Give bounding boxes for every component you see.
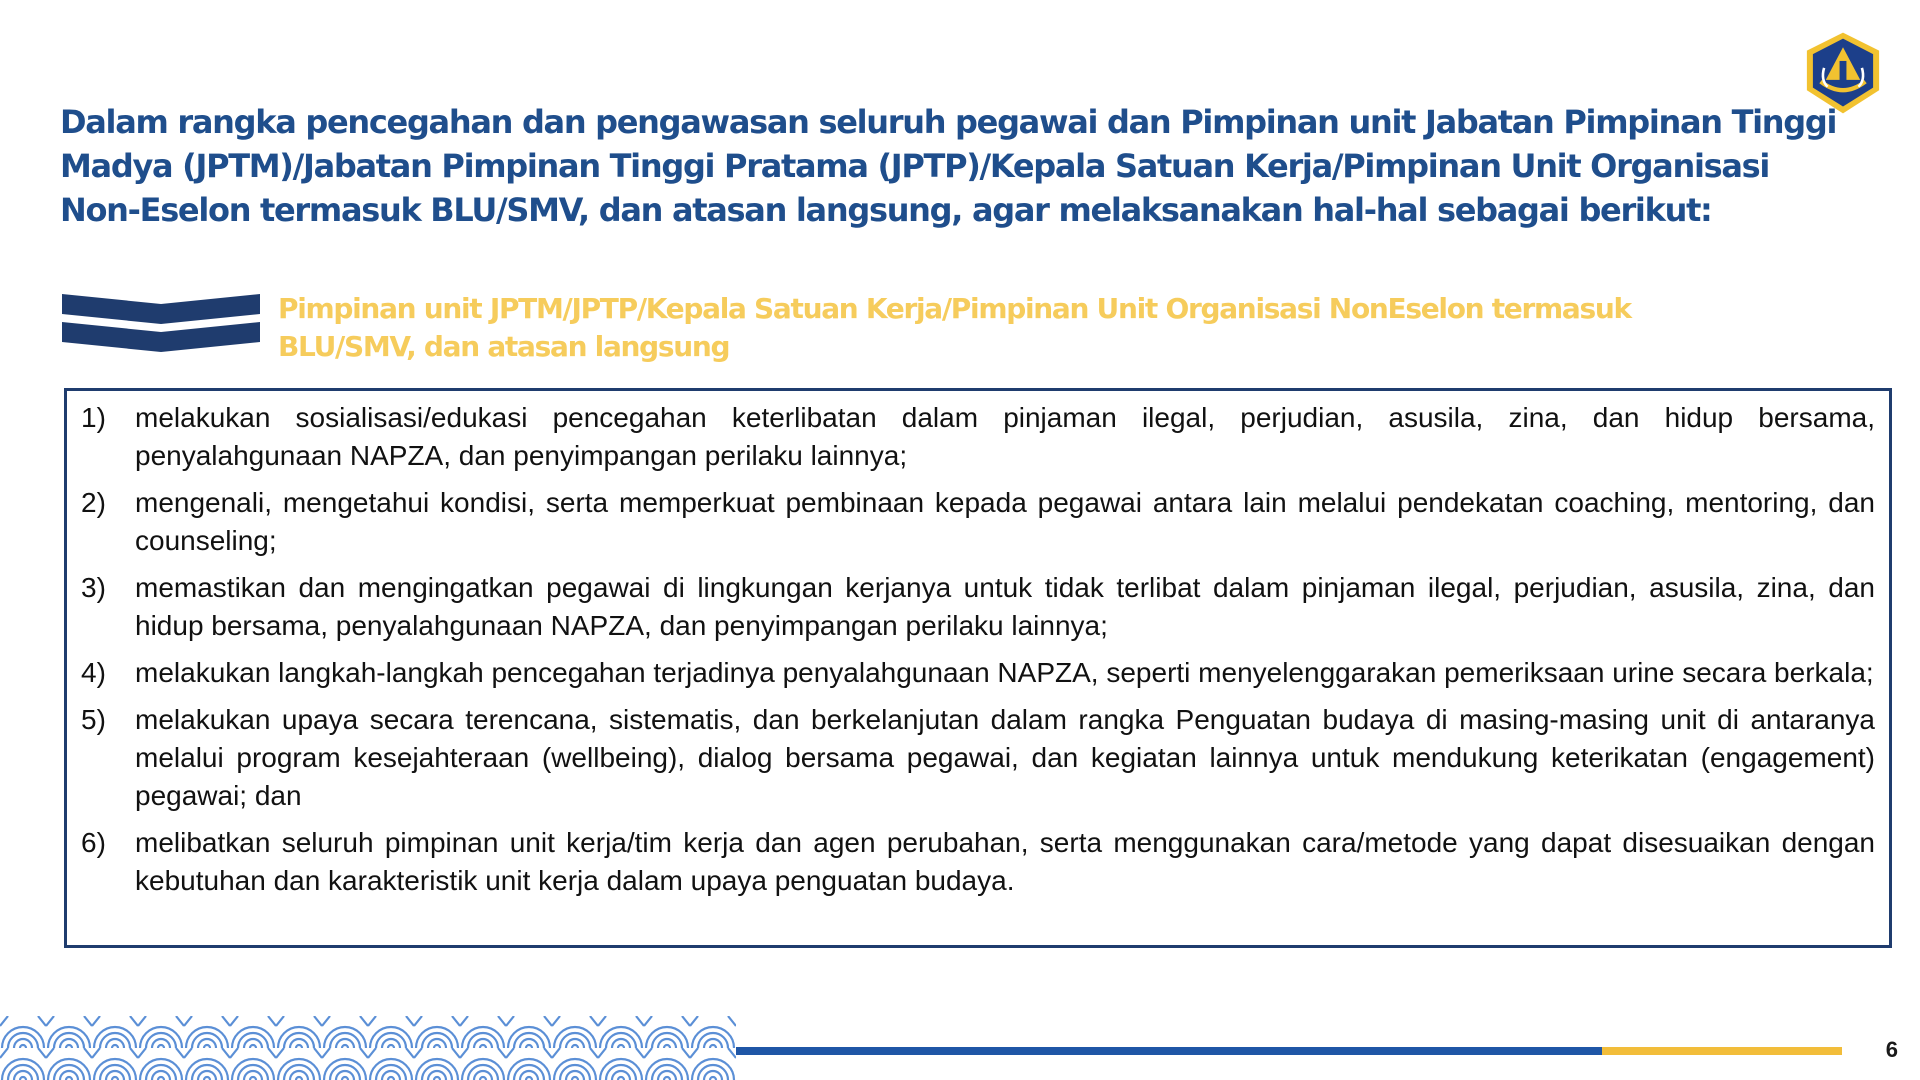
footer-rule-blue <box>736 1047 1602 1055</box>
slide-heading: Dalam rangka pencegahan dan pengawasan seluruh pegawai dan Pimpinan unit Jabatan Pimpinan Tinggi Madya (JPTM)/Jabatan Pimpinan Tinggi Pratama (JPTP)/Kepala Satuan Kerja/Pimpinan Unit Organisasi Non-Eselon termasuk BLU/SMV, dan atasan langsung, agar melaksanakan hal-hal sebagai berikut: <box>60 103 1837 229</box>
list-item-text: memastikan dan mengingatkan pegawai di lingkungan kerjanya untuk tidak terlibat dalam pinjaman ilegal, perjudian, asusila, zina, dan hidup bersama, penyalahgunaan NAPZA, dan penyimpangan perilaku lainnya; <box>135 572 1875 641</box>
list-item-number: 2) <box>81 487 106 518</box>
list-item-number: 3) <box>81 572 106 603</box>
footer-rule-gold <box>1602 1047 1842 1055</box>
list-item-number: 6) <box>81 827 106 858</box>
list-item-number: 1) <box>81 402 106 433</box>
list-item-text: melakukan upaya secara terencana, sistematis, dan berkelanjutan dalam rangka Penguatan budaya di masing-masing unit di antaranya melalui program kesejahteraan (wellbeing), dialog bersama pegawai, dan kegiatan lainnya untuk mendukung keterikatan (engagement) pegawai; dan <box>135 704 1875 811</box>
list-item <box>81 701 1875 815</box>
chevron-banner-icon <box>62 290 260 354</box>
list-item-number: 4) <box>81 657 106 688</box>
list-item-text: mengenali, mengetahui kondisi, serta memperkuat pembinaan kepada pegawai antara lain melalui pendekatan coaching, mentoring, dan counseling; <box>135 487 1875 556</box>
page-number: 6 <box>1885 1037 1898 1062</box>
list-item <box>81 399 1875 475</box>
list-item <box>81 484 1875 560</box>
section-subheading: Pimpinan unit JPTM/JPTP/Kepala Satuan Kerja/Pimpinan Unit Organisasi NonEselon termasuk BLU/SMV, dan atasan langsung <box>278 292 1631 363</box>
list-item <box>81 569 1875 645</box>
batik-pattern-decoration <box>0 1016 736 1080</box>
list-item-text: melakukan langkah-langkah pencegahan terjadinya penyalahgunaan NAPZA, seperti menyelenggarakan pemeriksaan urine secara berkala; <box>135 657 1874 688</box>
list-item-text: melakukan sosialisasi/edukasi pencegahan keterlibatan dalam pinjaman ilegal, perjudian, asusila, zina, dan hidup bersama, penyalahgunaan NAPZA, dan penyimpangan perilaku lainnya; <box>135 402 1875 471</box>
action-list <box>64 388 1892 948</box>
list-item-text: melibatkan seluruh pimpinan unit kerja/tim kerja dan agen perubahan, serta menggunakan cara/metode yang dapat disesuaikan dengan kebutuhan dan karakteristik unit kerja dalam upaya penguatan budaya. <box>135 827 1875 896</box>
list-item <box>81 654 1875 692</box>
list-item <box>81 824 1875 900</box>
list-item-number: 5) <box>81 704 106 735</box>
